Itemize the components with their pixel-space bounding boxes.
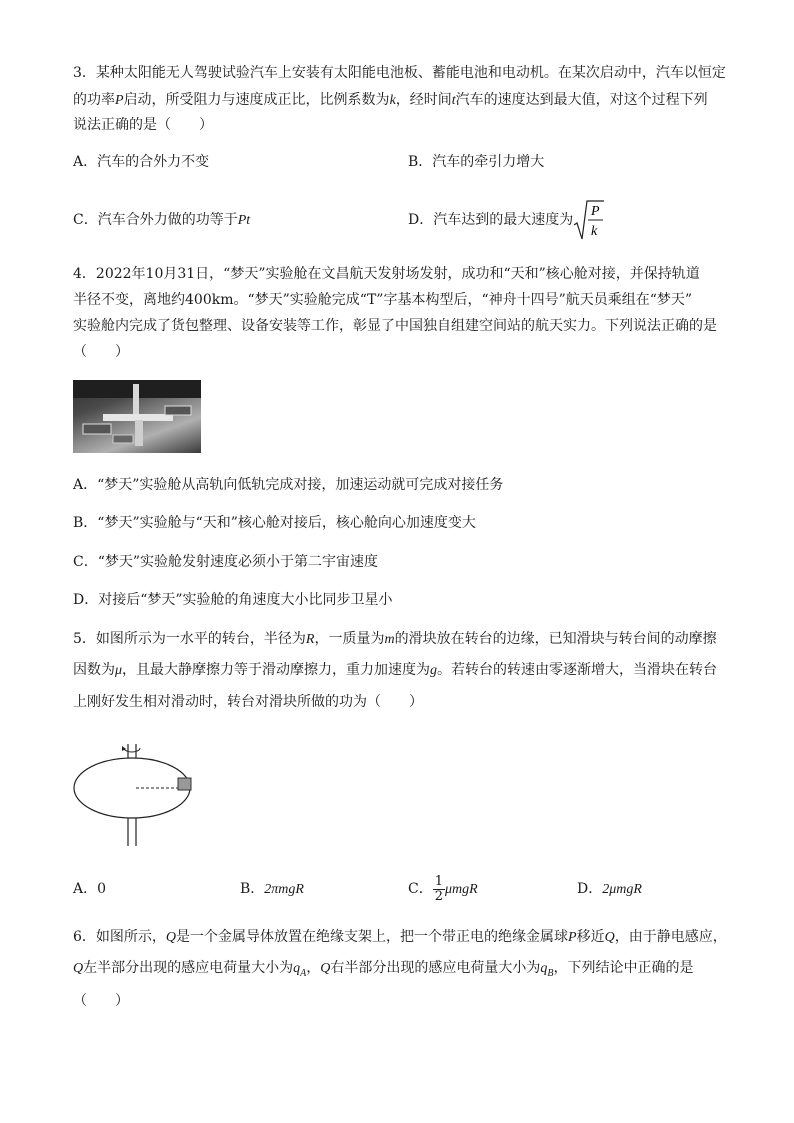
q6-text: 右半部分出现的感应电荷量大小为 [330,960,541,976]
q6-sub-B: B [547,967,554,979]
q4-stem-line-3: 实验舱内完成了货包整理、设备安装等工作，彰显了中国独自组建空间站的航天实力。下列说法正确的是 [73,318,717,334]
turntable-diagram [70,738,200,848]
q5-var-g: g [430,663,438,678]
q5-option-c-expr: μmgR [445,882,478,897]
q3-text: ，经时间 [395,92,452,108]
q5-option-d-expr: 2μmgR [602,882,642,897]
q5-option-c-den: 2 [434,888,443,904]
q5-stem-line-3: 上刚好发生相对滑动时，转台对滑块所做的功为（ ） [73,694,423,710]
q3-text: 汽车的速度达到最大值，对这个过程下列 [455,92,708,108]
q6-var-P: P [568,930,577,945]
q5-text: ，且最大静摩擦力等于滑动摩擦力，重力加速度为 [122,662,431,678]
q6-var-Q: Q [165,930,177,945]
q4-option-b[interactable]: B．“梦天”实验舱与“天和”核心舱对接后，核心舱向心加速度变大 [73,515,476,531]
q3-option-a[interactable]: A．汽车的合外力不变 [73,154,210,170]
q4-stem-line-4: （ ） [73,344,129,360]
q6-stem-line-3: （ ） [73,993,129,1009]
q4-option-d[interactable]: D．对接后“梦天”实验舱的角速度大小比同步卫星小 [73,592,393,608]
q5-text: 的滑块放在转台的边缘，已知滑块与转台间的动摩擦 [394,631,717,647]
fraction [433,875,445,904]
q3-stem-line-3: 说法正确的是（ ） [73,117,213,133]
q5-option-c[interactable] [408,870,478,909]
q5-option-d[interactable] [577,879,642,900]
q6-stem-line-1 [73,927,727,948]
q4-stem-line-2: 半径不变，离地约400km。“梦天”实验舱完成“T”字基本构型后，“神舟十四号”航天员乘组在“梦天” [73,292,693,308]
q3-option-c-text: C．汽车合外力做的功等于 [73,212,238,228]
q3-stem-line-1: 3．某种太阳能无人驾驶试验汽车上安装有太阳能电池板、蓄能电池和电动机。在某次启动中，汽车以恒定 [73,65,726,81]
q3-text: 的功率 [73,92,115,108]
q5-text: 5．如图所示为一水平的转台，半径为 [73,631,306,647]
space-station-photo [73,380,201,453]
q3-var-t: t [451,93,456,108]
q6-var-Q: Q [320,961,331,976]
q6-var-qB: q [540,961,548,976]
q6-text: 移近 [576,929,605,945]
q5-var-R: R [305,632,315,647]
q5-text: ，一质量为 [314,631,385,647]
q4-stem-line-1: 4．2022年10月31日，“梦天”实验舱在文昌航天发射场发射，成功和“天和”核心舱对接，并保持轨道 [73,266,700,282]
q3-stem-line-2 [73,90,708,111]
q3-option-d-den: k [591,224,598,239]
q3-option-b[interactable]: B．汽车的牵引力增大 [408,154,545,170]
q5-option-a[interactable]: A．0 [73,881,107,897]
q6-text: ， [306,960,321,976]
q6-text: 是一个金属导体放置在绝缘支架上，把一个带正电的绝缘金属球 [176,929,569,945]
q5-option-b[interactable] [240,879,304,900]
q4-option-c[interactable]: C．“梦天”实验舱发射速度必须小于第二宇宙速度 [73,554,379,570]
q5-text: 。若转台的转速由零逐渐增大，当滑块在转台 [437,662,718,678]
q5-var-mu: μ [115,663,123,678]
q4-option-a[interactable]: A．“梦天”实验舱从高轨向低轨完成对接，加速运动就可完成对接任务 [73,477,504,493]
q6-text: 6．如图所示， [73,929,166,945]
q6-sub-A: A [300,967,307,979]
q3-var-k: k [389,93,396,108]
q5-stem-line-2 [73,660,717,681]
q6-text: ，由于静电感应， [614,929,727,945]
q6-text: 左半部分出现的感应电荷量大小为 [83,960,294,976]
q3-option-d-num: P [591,204,600,219]
q6-stem-line-2 [73,958,693,984]
q5-text: 因数为 [73,662,115,678]
sqrt-symbol [573,198,605,242]
q5-option-b-expr: 2πmgR [264,882,304,897]
q6-var-qA: q [293,961,301,976]
q5-option-c-num: 1 [434,873,443,889]
q3-option-c-var: Pt [237,213,251,228]
q5-option-b-label: B． [240,881,265,897]
q3-option-d[interactable] [408,198,605,242]
q5-option-d-label: D． [577,881,603,897]
q5-stem-line-1 [73,629,717,650]
q3-option-d-text: D．汽车达到的最大速度为 [408,212,574,228]
q3-option-c[interactable] [73,210,250,231]
q5-option-c-label: C． [408,881,433,897]
q6-text: ，下列结论中正确的是 [553,960,694,976]
q5-var-m: m [384,632,395,647]
q6-var-Q: Q [73,961,84,976]
q6-var-Q: Q [604,930,615,945]
q3-text: 启动，所受阻力与速度成正比，比例系数为 [123,92,390,108]
q3-var-P: P [115,93,124,108]
